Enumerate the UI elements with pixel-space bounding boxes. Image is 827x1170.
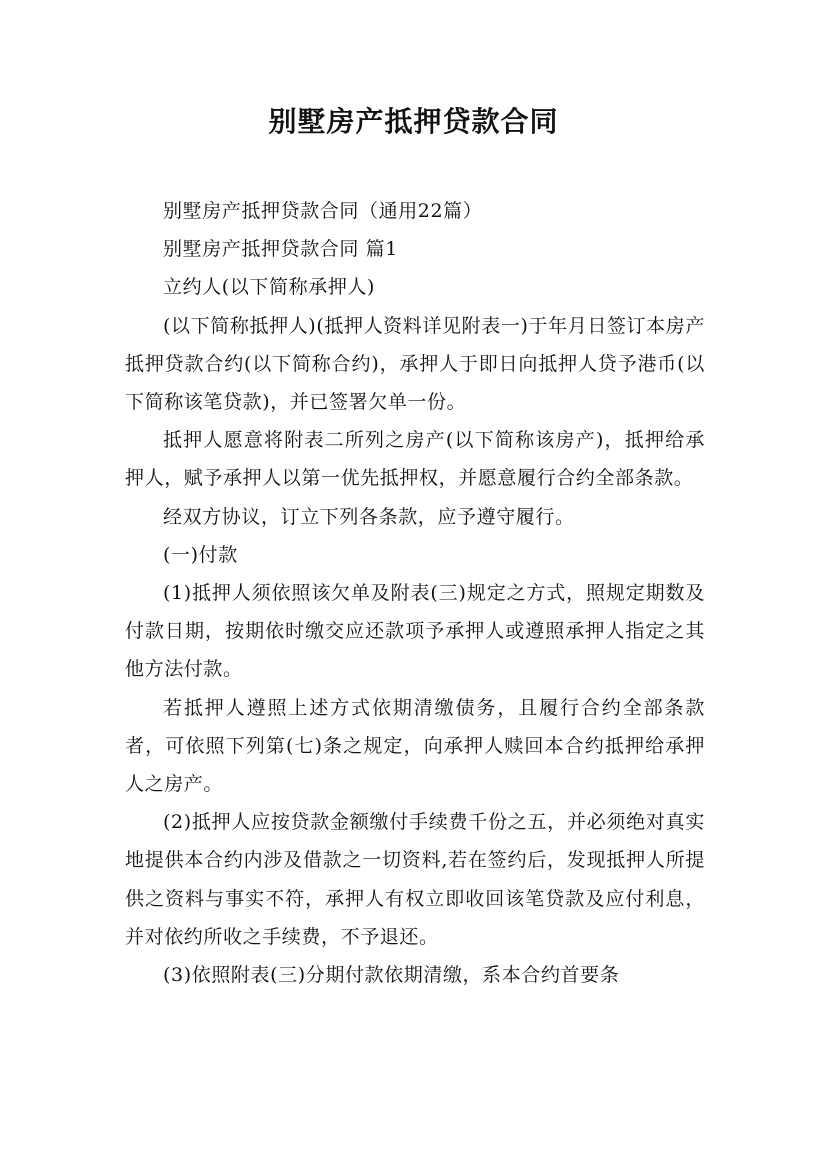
paragraph-section-heading: 别墅房产抵押贷款合同 篇1: [163, 238, 398, 261]
paragraph-clause-3: (3)依照附表(三)分期付款依期清缴，系本合约首要条: [163, 964, 620, 987]
paragraph-pledge: 抵押人愿意将附表二所列之房产(以下简称该房产)，抵押给承押人，赋予承押人以第一优先抵押权，并愿意履行合约全部条款。: [125, 429, 705, 490]
paragraph-mortgagor: (以下简称抵押人)(抵押人资料详见附表一)于年月日签订本房产抵押贷款合约(以下简称合约)，承押人于即日向抵押人贷予港币(以下简称该笔贷款)，并已签署欠单一份。: [125, 314, 705, 414]
paragraph-clause-2: (2)抵押人应按贷款金额缴付手续费千份之五，并必须绝对真实地提供本合约内涉及借款之一切资料,若在签约后，发现抵押人所提供之资料与事实不符，承押人有权立即收回该笔贷款及应付利息，并对依约所收之手续费，不予退还。: [125, 811, 705, 948]
paragraph-agreement: 经双方协议，订立下列各条款，应予遵守履行。: [163, 505, 575, 528]
document-body: [125, 192, 705, 994]
paragraph-subtitle: 别墅房产抵押贷款合同（通用22篇）: [163, 200, 483, 222]
document-title: 别墅房产抵押贷款合同: [268, 105, 559, 138]
paragraph-redemption: 若抵押人遵照上述方式依期清缴债务，且履行合约全部条款者，可依照下列第(七)条之规定，向承押人赎回本合约抵押给承押人之房产。: [125, 696, 705, 796]
paragraph-clause-heading: (一)付款: [163, 543, 238, 566]
paragraph-clause-1: (1)抵押人须依照该欠单及附表(三)规定之方式，照规定期数及付款日期，按期依时缴交应还款项予承押人或遵照承押人指定之其他方法付款。: [125, 582, 705, 681]
paragraph-mortgagee: 立约人(以下简称承押人): [163, 276, 376, 299]
